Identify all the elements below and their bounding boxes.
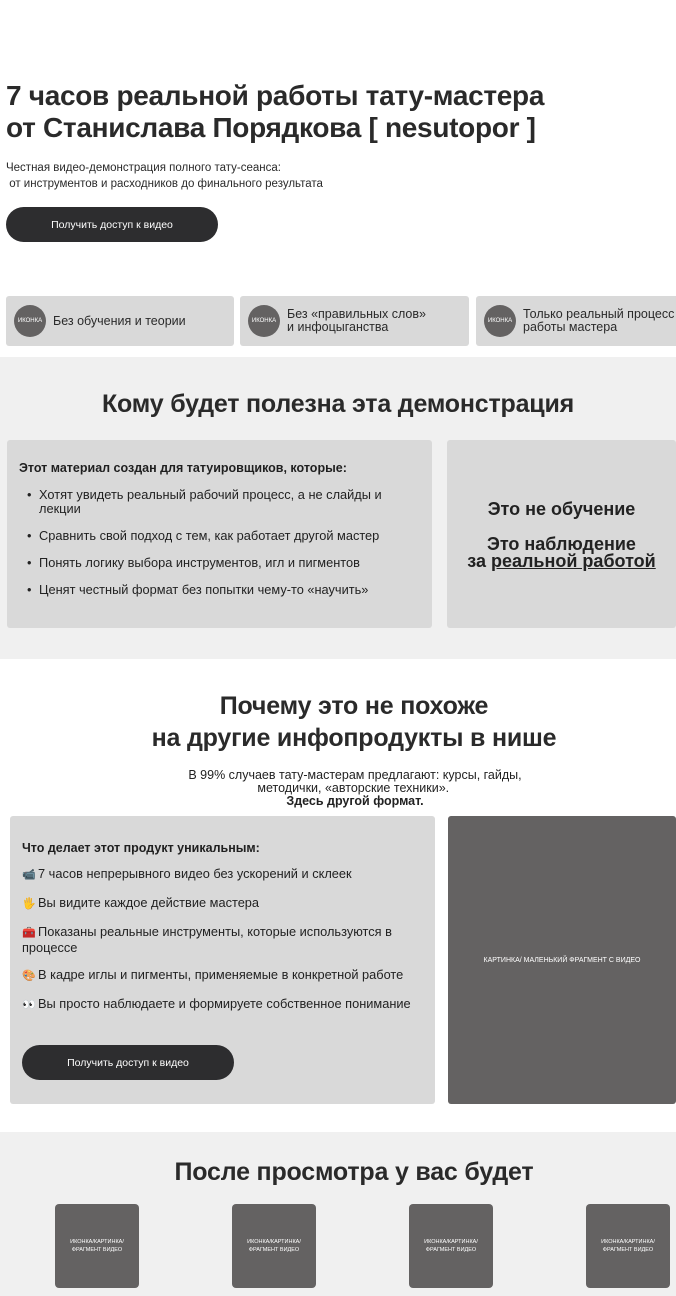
list-item: • Понять логику выбора инструментов, игл и пигментов: [25, 556, 420, 570]
why-subtitle-line2-text: методички, «авторские техники».: [257, 781, 453, 795]
unique-list: [22, 867, 422, 1026]
palette-icon: 🎨: [22, 969, 36, 982]
list-item: [22, 925, 422, 954]
list-item: • Хотят увидеть реальный рабочий процесс, а не слайды и лекции: [25, 488, 420, 515]
feature-chip-real-process: [476, 296, 676, 346]
hero-subtitle: [6, 160, 323, 192]
result-tile-placeholder: ИКОНКА/КАРТИНКА/ ФРАГМЕНТ ВИДЕО: [586, 1204, 670, 1288]
audience-title: Кому будет полезна эта демонстрация: [101, 390, 575, 418]
feature-chip-line1: Без «правильных слов»: [287, 307, 426, 321]
not-training-text: Это не обучение: [487, 499, 636, 519]
get-video-access-button-2[interactable]: Получить доступ к видео: [22, 1045, 234, 1080]
feature-chip-text: [287, 308, 426, 334]
why-title-line1: Почему это не похоже: [219, 692, 489, 720]
list-item-text: Показаны реальные инструменты, которые используются в процессе: [22, 924, 392, 955]
feature-chip-no-infogypsy: [240, 296, 469, 346]
observation-text: [447, 536, 676, 570]
get-video-access-button[interactable]: Получить доступ к видео: [6, 207, 218, 242]
hero-title: [6, 80, 544, 144]
result-tile-placeholder: ИКОНКА/КАРТИНКА/ ФРАГМЕНТ ВИДЕО: [232, 1204, 316, 1288]
feature-chip-line2: и инфоцыганства: [287, 320, 389, 334]
hero-subtitle-line2: от инструментов и расходников до финального результата: [6, 178, 323, 190]
after-title: После просмотра у вас будет: [174, 1158, 534, 1186]
why-subtitle: [0, 769, 676, 808]
why-subtitle-line2: [0, 782, 676, 808]
eyes-icon: 👀: [22, 998, 36, 1011]
hand-icon: 🖐: [22, 898, 36, 910]
feature-chip-no-training: [6, 296, 234, 346]
audience-list: [25, 488, 420, 610]
list-item: • Сравнить свой подход с тем, как работает другой мастер: [25, 529, 420, 543]
result-tile-placeholder: ИКОНКА/КАРТИНКА/ ФРАГМЕНТ ВИДЕО: [409, 1204, 493, 1288]
feature-chip-text: [53, 315, 186, 328]
why-title: [16, 690, 676, 754]
video-fragment-placeholder: КАРТИНКА/ МАЛЕНЬКИЙ ФРАГМЕНТ С ВИДЕО: [448, 816, 676, 1104]
observation-prefix: за: [467, 551, 491, 571]
list-item: [22, 896, 422, 912]
unique-card-heading: Что делает этот продукт уникальным:: [22, 841, 260, 855]
feature-chip-text: [523, 308, 674, 334]
video-camera-icon: 📹: [22, 869, 36, 881]
feature-chip-line1: Только реальный процесс: [523, 307, 675, 321]
list-item-text: 7 часов непрерывного видео без ускорений и склеек: [38, 866, 352, 881]
result-tile-placeholder: ИКОНКА/КАРТИНКА/ ФРАГМЕНТ ВИДЕО: [55, 1204, 139, 1288]
list-item: [22, 867, 422, 883]
list-item: • Ценят честный формат без попытки чему-то «научить»: [25, 583, 420, 597]
list-item: [22, 968, 422, 984]
not-training-card: [447, 440, 676, 628]
hero-title-line2: от Станислава Порядкова [ nesutopor ]: [6, 112, 536, 143]
feature-chip-line1: Без обучения и теории: [53, 313, 186, 328]
why-subtitle-bold: Здесь другой формат.: [286, 794, 424, 808]
audience-card-heading: Этот материал создан для татуировщиков, которые:: [19, 461, 347, 475]
hero-title-line1: 7 часов реальной работы тату-мастера: [6, 80, 545, 111]
feature-icon-placeholder: ИКОНКА: [484, 305, 516, 337]
toolbox-icon: 🧰: [22, 927, 36, 939]
list-item-text: Вы просто наблюдаете и формируете собственное понимание: [38, 995, 411, 1011]
why-title-line2: на другие инфопродукты в нише: [151, 724, 557, 752]
feature-icon-placeholder: ИКОНКА: [248, 305, 280, 337]
observation-line1: Это наблюдение: [487, 534, 636, 554]
real-work-link: реальной работой: [490, 551, 656, 571]
list-item-text: Вы видите каждое действие мастера: [38, 895, 260, 910]
hero-subtitle-line1: Честная видео-демонстрация полного тату-сеанса:: [6, 162, 281, 174]
list-item-text: В кадре иглы и пигменты, применяемые в конкретной работе: [38, 966, 404, 982]
feature-icon-placeholder: ИКОНКА: [14, 305, 46, 337]
audience-card: [7, 440, 432, 628]
why-subtitle-line1: В 99% случаев тату-мастерам предлагают: курсы, гайды,: [188, 768, 522, 782]
list-item: [22, 997, 422, 1013]
feature-chip-line2: работы мастера: [523, 320, 618, 334]
